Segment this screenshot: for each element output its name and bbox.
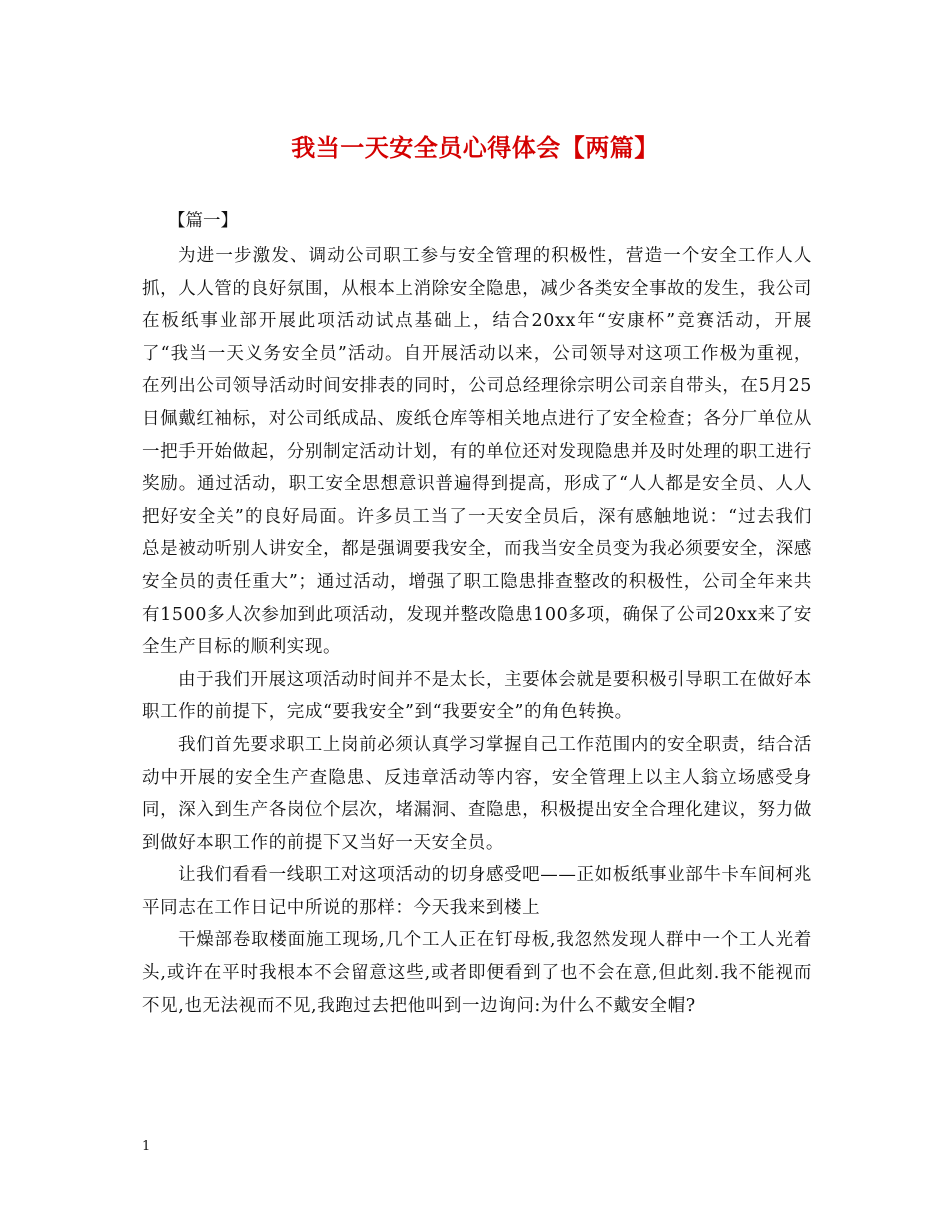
paragraph-3: 我们首先要求职工上岗前必须认真学习掌握自己工作范围内的安全职责，结合活动中开展的安全生产查隐患、反违章活动等内容，安全管理上以主人翁立场感受身同，深入到生产各岗位个层次，堵漏洞、查隐患，积极提出安全合理化建议，努力做到做好本职工作的前提下又当好一天安全员。: [142, 734, 812, 853]
paragraph-1: 为进一步激发、调动公司职工参与安全管理的积极性，营造一个安全工作人人抓，人人管的良好氛围，从根本上消除安全隐患，减少各类安全事故的发生，我公司在板纸事业部开展此项活动试点基础上，结合20xx年“安康杯”竞赛活动，开展了“我当一天义务安全员”活动。自开展活动以来，公司领导对这项工作极为重视，在列出公司领导活动时间安排表的同时，公司总经理徐宗明公司亲自带头，在5月25日佩戴红袖标，对公司纸成品、废纸仓库等相关地点进行了安全检查；各分厂单位从一把手开始做起，分别制定活动计划，有的单位还对发现隐患并及时处理的职工进行奖励。通过活动，职工安全思想意识普遍得到提高，形成了“人人都是安全员、人人把好安全关”的良好局面。许多员工当了一天安全员后，深有感触地说：“过去我们总是被动听别人讲安全，都是强调要我安全，而我当安全员变为我必须要安全，深感安全员的责任重大”；通过活动，增强了职工隐患排查整改的积极性，公司全年来共有1500多人次参加到此项活动，发现并整改隐患100多项，确保了公司20xx来了安全生产目标的顺利实现。: [142, 246, 812, 658]
document-title: 我当一天安全员心得体会【两篇】: [291, 134, 659, 162]
page-number: 1: [142, 1139, 151, 1154]
paragraph-4: 让我们看看一线职工对这项活动的切身感受吧——正如板纸事业部牛卡车间柯兆平同志在工作日记中所说的那样：今天我来到楼上: [142, 865, 812, 918]
section-label: 【篇一】: [168, 211, 238, 231]
paragraph-2: 由于我们开展这项活动时间并不是太长，主要体会就是要积极引导职工在做好本职工作的前提下，完成“要我安全”到“我要安全”的角色转换。: [142, 669, 812, 723]
paragraph-5: 干燥部卷取楼面施工现场,几个工人正在钉母板,我忽然发现人群中一个工人光着头,或许在平时我根本不会留意这些,或者即便看到了也不会在意,但此刻.我不能视而不见,也无法视而不见,我跑过去把他叫到一边询问:为什么不戴安全帽?: [142, 930, 812, 1016]
document-body: [142, 240, 812, 1022]
